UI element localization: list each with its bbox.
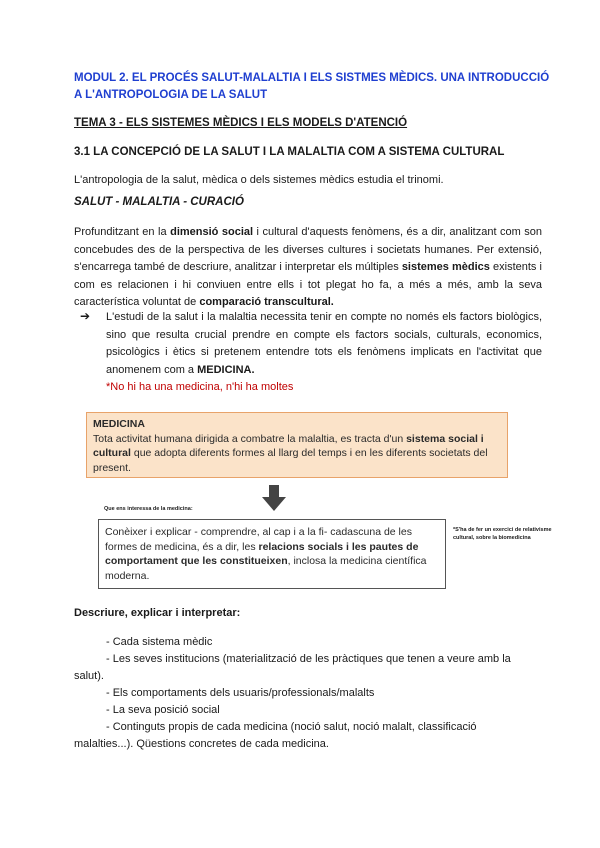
para-bold: sistemes mèdics bbox=[401, 261, 490, 273]
side-note: *S'ha de fer un exercici de relativisme cultural, sobre la biomedicina bbox=[453, 527, 552, 541]
knowledge-box bbox=[98, 519, 446, 589]
list-item-continuation: salut). bbox=[74, 670, 104, 682]
list-item-continuation: malalties...). Qüestions concretes de cada medicina. bbox=[74, 738, 329, 750]
box-text: Tota activitat humana dirigida a combatre la malaltia, es tracta d'un bbox=[93, 432, 407, 445]
list-item: - Cada sistema mèdic bbox=[106, 636, 213, 648]
list-item: - Les seves institucions (materialització de les pràctiques que tenen a veure amb la bbox=[106, 653, 511, 665]
box-text: que adopta diferents formes al llarg del temps i en les diferents societats del present. bbox=[93, 447, 488, 474]
medicina-definition-box bbox=[86, 412, 508, 478]
knowledge-text: , inclosa la medicina científica moderna. bbox=[105, 555, 427, 582]
para-bold: dimensió social bbox=[170, 226, 254, 238]
para-text: i cultural d'aquests fenòmens, és a dir, analitzant com son concebudes des de la perspectiva de les diverses cultures i societats humanes. Per extensió, s'encarrega també de descriure, analitzar i interpretar els múltiples bbox=[74, 226, 542, 273]
small-label: Que ens interessa de la medicina: bbox=[104, 506, 193, 512]
main-paragraph bbox=[74, 224, 542, 312]
para-bold: comparació transcultural. bbox=[199, 296, 334, 308]
para-text: existents i com es relacionen i hi conviuen entre ells i tot plegat ho fa, a més a més, amb la seva característica voluntat de bbox=[74, 261, 542, 308]
intro-text: L'antropologia de la salut, mèdica o dels sistemes mèdics estudia el trinomi. bbox=[74, 174, 444, 186]
bullet-text: L'estudi de la salut i la malaltia necessita tenir en compte no només els factors biològics, sino que resulta crucial prendre en compte els factors socials, culturals, economics, psicològics i ètics si pretenem entendre tots els fenòmens implicats en l'activitat que anomenem com a bbox=[106, 311, 542, 376]
knowledge-text: Conèixer i explicar - comprendre, al cap i a la fi- cadascuna de les formes de medicina, és a dir, les bbox=[105, 526, 412, 553]
red-note: *No hi ha una medicina, n'hi ha moltes bbox=[106, 381, 294, 393]
arrow-down-icon bbox=[262, 485, 286, 511]
list-item: - Els comportaments dels usuaris/professionals/malalts bbox=[106, 687, 375, 699]
box-bold: sistema social i cultural bbox=[93, 432, 484, 459]
list bbox=[74, 634, 542, 753]
bullet-paragraph bbox=[106, 309, 542, 379]
tema-title: TEMA 3 - ELS SISTEMES MÈDICS I ELS MODELS D'ATENCIÓ bbox=[74, 117, 408, 129]
list-item: - La seva posició social bbox=[106, 704, 220, 716]
para-text: Profunditzant en la bbox=[74, 226, 171, 238]
knowledge-bold: relacions socials i les pautes de comportament que les constitueixen bbox=[105, 540, 419, 567]
module-title: MODUL 2. EL PROCÉS SALUT-MALALTIA I ELS SISTMES MÈDICS. UNA INTRODUCCIÓ A L'ANTROPOLOGIA DE LA SALUT bbox=[74, 72, 550, 101]
medicina-box-text bbox=[93, 432, 501, 476]
list-item: - Continguts propis de cada medicina (noció salut, noció malalt, classificació bbox=[106, 721, 477, 733]
bullet-bold: MEDICINA. bbox=[197, 363, 255, 376]
section-title: 3.1 LA CONCEPCIÓ DE LA SALUT I LA MALALTIA COM A SISTEMA CULTURAL bbox=[74, 146, 505, 158]
trinomi-heading: SALUT - MALALTIA - CURACIÓ bbox=[74, 196, 244, 208]
arrow-right-icon: ➔ bbox=[80, 309, 91, 323]
subheading: Descriure, explicar i interpretar: bbox=[74, 607, 241, 619]
medicina-box-title: MEDICINA bbox=[93, 418, 145, 430]
